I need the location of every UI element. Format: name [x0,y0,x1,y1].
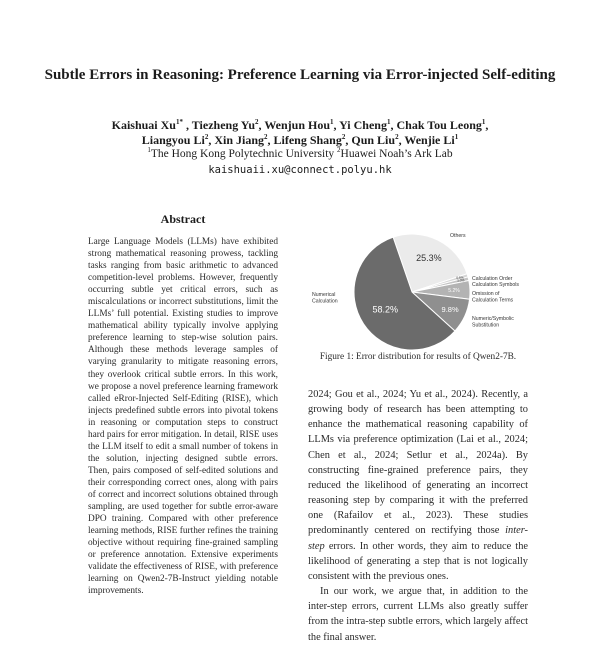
slice-category-label: Calculation Order [472,276,513,282]
slice-value-label: 1.0% [457,278,465,283]
abstract-text: Large Language Models (LLMs) have exhibited strong mathematical reasoning prowess, tackling tasks ranging from basic arithmetic to advanced competition-level problems. However, frequently occurring subtle yet critical errors, such as miscalculations or incorrect substitutions, limit the LLMs’ full potential. Existing studies to improve mathematical ability typically involve applying preference learning to step-wise solution pairs. Although these methods leverage samples of varying granularity to mitigate reasoning errors, they overlook critical subtle errors. In this work, we propose a novel preference learning framework called eRror-Injected Self-Editing (RISE), which injects predefined subtle errors into pivotal tokens in reasoning or computation steps to construct hard pairs for error mitigation. In detail, RISE uses the LLM itself to edit a small number of tokens in the solution, injecting designed subtle errors. Then, pairs composed of self-edited solutions and their corresponding correct ones, along with pairs of correct and incorrect solutions obtained through sampling, are used together for subtle error-aware DPO training. Compared with other preference learning methods, RISE further refines the training objective without requiring fine-grained sampling or preference annotation. Extensive experiments validate the effectiveness of RISE, with preference learning on Qwen2-7B-Instruct yielding notable improvements. [88,237,278,597]
author: Xin Jiang$^2$ [214,133,268,147]
error-distribution-pie-chart [308,226,528,348]
slice-category-label: Omission of [472,291,500,297]
slice-category-label: Substitution [472,322,500,329]
slice-category-label: Numeric/Symbolic [472,316,514,322]
slice-category-label: Numerical [312,292,336,298]
author: Liangyou Li$^2$ [141,133,209,147]
slice-value-label: 58.2% [372,304,399,315]
slice-category-label: Others [450,233,466,239]
author-email[interactable]: kaishuaii.xu@connect.polyu.hk [208,164,392,176]
author: Chak Tou Leong$^1$ [396,118,486,132]
author: Kaishuai $Xu^{1*}$ [111,118,183,132]
paragraph: 2024; Gou et al., 2024; Yu et al., 2024). Recently, a growing body of research has been attempting to enhance the mathematical reasoning capability of LLMs via preference optimization (Lai et al., 2024; Chen et al., 2024; Setlur et al., 2024a). By constructing fine-grained preference pairs, they reduced the likelihood of generating an incorrect reasoning step by comparing it with the preferred one (Rafailov et al., 2023). These studies predominantly centered on rectifying those inter-step errors. In other words, they aim to reduce the likelihood of generating a step that is not logically consistent with the previous ones. [308,389,529,582]
slice-category-label: Calculation Symbols [472,282,519,288]
slice-category-label: Calculation [312,298,338,305]
slice-category-label: Calculation Terms [472,297,514,304]
author: Lifeng Shang$^2$ [273,133,346,147]
body-text [308,387,529,643]
author: Wenjun Hou$^1$ [264,118,334,132]
author: Qun Liu$^2$ [351,133,399,147]
paper-title: Subtle Errors in Reasoning: Preference Learning via Error-injected Self-editing [44,67,556,83]
paragraph: In our work, we argue that, in addition to the inter-step errors, current LLMs also greatly suffer from the intra-step subtle errors, which largely affect the final answer. [308,586,528,643]
author-list: Kaishuai $Xu^{1*}$ , Tiezheng Yu$^2$, Wenjun Hou$^1$, Yi Cheng$^1$, Chak Tou Leong$^1$, Liangyou Li$^2$, Xin Jiang$^2$, Lifeng Shang$^2$, Qun Liu$^2$, Wenjie Li$^1$ [111,118,489,147]
author: Wenjie Li$^1$ [404,133,459,147]
slice-value-label: 0.9% [456,275,464,280]
slice-value-label: 9.8% [441,305,459,315]
slice-value-label: 5.2% [448,288,460,295]
figure-caption: Figure 1: Error distribution for results of Qwen2-7B. [319,352,517,362]
author: Yi Cheng$^1$ [339,118,391,132]
author: Tiezheng Yu$^2$ [191,118,259,132]
slice-value-label: 25.3% [416,253,442,264]
abstract-heading: Abstract [160,212,206,226]
affiliations: $^1$The Hong Kong Polytechnic University $^2$Huawei Noah’s Ark Lab [147,146,453,160]
